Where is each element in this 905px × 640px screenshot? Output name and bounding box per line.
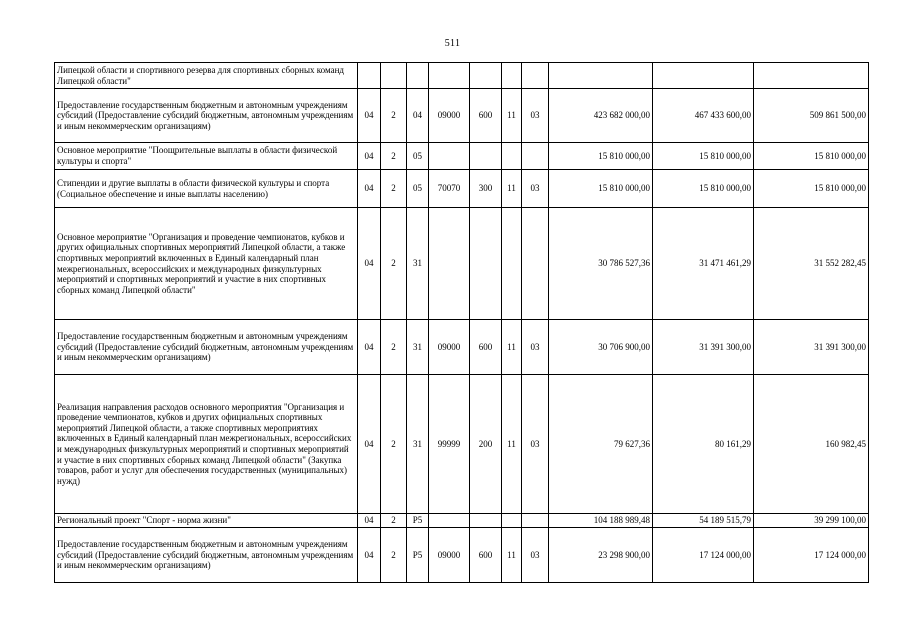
amount-year-1: 79 627,36: [549, 375, 653, 514]
code-event: 05: [407, 170, 429, 208]
amount-year-3: 509 861 500,00: [754, 89, 869, 143]
code-section: [502, 143, 522, 170]
amount-year-3: 15 810 000,00: [754, 170, 869, 208]
amount-year-2: 31 391 300,00: [653, 320, 754, 375]
code-subsection: [522, 143, 549, 170]
code-direction: 09000: [429, 320, 470, 375]
amount-year-3: [754, 63, 869, 89]
amount-year-3: 17 124 000,00: [754, 528, 869, 583]
code-direction: [429, 63, 470, 89]
amount-year-1: 30 706 900,00: [549, 320, 653, 375]
code-subprogram: 2: [381, 514, 407, 528]
amount-year-3: 160 982,45: [754, 375, 869, 514]
amount-year-1: 15 810 000,00: [549, 143, 653, 170]
code-event: 31: [407, 320, 429, 375]
amount-year-2: 15 810 000,00: [653, 170, 754, 208]
code-program: 04: [358, 143, 381, 170]
table-row: [55, 208, 869, 320]
code-event: 05: [407, 143, 429, 170]
code-expense-type: [470, 514, 502, 528]
code-expense-type: [470, 143, 502, 170]
amount-year-3: 15 810 000,00: [754, 143, 869, 170]
row-name: Липецкой области и спортивного резерва для спортивных сборных команд Липецкой области": [55, 63, 358, 89]
code-expense-type: 600: [470, 89, 502, 143]
row-name: Предоставление государственным бюджетным и автономным учреждениям субсидий (Предоставление субсидий бюджетным, автономным учреждениям и иным некоммерческим организациям): [55, 320, 358, 375]
code-direction: 99999: [429, 375, 470, 514]
code-subsection: 03: [522, 320, 549, 375]
table-row: [55, 143, 869, 170]
code-section: [502, 63, 522, 89]
code-subsection: 03: [522, 170, 549, 208]
code-subprogram: 2: [381, 89, 407, 143]
code-event: 31: [407, 208, 429, 320]
code-subsection: 03: [522, 375, 549, 514]
amount-year-1: [549, 63, 653, 89]
code-program: 04: [358, 208, 381, 320]
code-subsection: [522, 208, 549, 320]
code-direction: 09000: [429, 89, 470, 143]
code-section: 11: [502, 375, 522, 514]
code-program: 04: [358, 320, 381, 375]
code-event: 31: [407, 375, 429, 514]
table-row: [55, 63, 869, 89]
code-subprogram: 2: [381, 143, 407, 170]
amount-year-3: 31 391 300,00: [754, 320, 869, 375]
page-number: 511: [444, 38, 461, 49]
row-name: Региональный проект "Спорт - норма жизни": [55, 514, 358, 528]
code-direction: 70070: [429, 170, 470, 208]
budget-table: [54, 62, 869, 583]
amount-year-2: [653, 63, 754, 89]
amount-year-2: 17 124 000,00: [653, 528, 754, 583]
code-direction: [429, 143, 470, 170]
amount-year-1: 23 298 900,00: [549, 528, 653, 583]
row-name: Реализация направления расходов основного мероприятия "Организация и проведение чемпионатов, кубков и других официальных спортивных мероприятий Липецкой области, а также спортивных мероприятиях включенных в Единый календарный план межрегиональных, всероссийских и международных физкультурных мероприятий и спортивных мероприятий и участие в них спортивных сборных команд Липецкой области" (Закупка товаров, работ и услуг для обеспечения государственных (муниципальных) нужд): [55, 375, 358, 514]
code-section: 11: [502, 320, 522, 375]
code-expense-type: [470, 208, 502, 320]
table-row: [55, 89, 869, 143]
amount-year-2: 467 433 600,00: [653, 89, 754, 143]
row-name: Стипендии и другие выплаты в области физической культуры и спорта (Социальное обеспечение и иные выплаты населению): [55, 170, 358, 208]
code-subprogram: 2: [381, 528, 407, 583]
code-program: [358, 63, 381, 89]
code-program: 04: [358, 89, 381, 143]
row-name: Основное мероприятие "Поощрительные выплаты в области физической культуры и спорта": [55, 143, 358, 170]
code-subprogram: [381, 63, 407, 89]
code-direction: 09000: [429, 528, 470, 583]
table-row: [55, 375, 869, 514]
table-row: [55, 320, 869, 375]
code-subsection: [522, 514, 549, 528]
code-program: 04: [358, 514, 381, 528]
code-expense-type: 600: [470, 528, 502, 583]
code-section: [502, 514, 522, 528]
code-section: 11: [502, 528, 522, 583]
row-name: Основное мероприятие "Организация и проведение чемпионатов, кубков и других официальных спортивных мероприятий Липецкой области, а также спортивных мероприятий включенных в Единый календарный план межрегиональных, всероссийских и международных физкультурных мероприятий и спортивных мероприятий и участие в них спортивных сборных команд Липецкой области": [55, 208, 358, 320]
amount-year-1: 15 810 000,00: [549, 170, 653, 208]
amount-year-2: 31 471 461,29: [653, 208, 754, 320]
code-subsection: [522, 63, 549, 89]
code-subprogram: 2: [381, 170, 407, 208]
code-program: 04: [358, 375, 381, 514]
amount-year-3: 31 552 282,45: [754, 208, 869, 320]
amount-year-2: 15 810 000,00: [653, 143, 754, 170]
code-expense-type: [470, 63, 502, 89]
amount-year-1: 423 682 000,00: [549, 89, 653, 143]
code-section: 11: [502, 89, 522, 143]
code-section: [502, 208, 522, 320]
row-name: Предоставление государственным бюджетным и автономным учреждениям субсидий (Предоставление субсидий бюджетным, автономным учреждениям и иным некоммерческим организациям): [55, 89, 358, 143]
code-program: 04: [358, 170, 381, 208]
code-event: 04: [407, 89, 429, 143]
code-event: P5: [407, 528, 429, 583]
code-subsection: 03: [522, 528, 549, 583]
code-direction: [429, 208, 470, 320]
code-subprogram: 2: [381, 208, 407, 320]
amount-year-1: 104 188 989,48: [549, 514, 653, 528]
code-subprogram: 2: [381, 320, 407, 375]
code-event: [407, 63, 429, 89]
code-subsection: 03: [522, 89, 549, 143]
code-direction: [429, 514, 470, 528]
table-row: [55, 170, 869, 208]
code-expense-type: 600: [470, 320, 502, 375]
amount-year-2: 54 189 515,79: [653, 514, 754, 528]
code-section: 11: [502, 170, 522, 208]
code-expense-type: 300: [470, 170, 502, 208]
table-row: [55, 514, 869, 528]
amount-year-1: 30 786 527,36: [549, 208, 653, 320]
code-subprogram: 2: [381, 375, 407, 514]
code-program: 04: [358, 528, 381, 583]
code-expense-type: 200: [470, 375, 502, 514]
code-event: P5: [407, 514, 429, 528]
row-name: Предоставление государственным бюджетным и автономным учреждениям субсидий (Предоставление субсидий бюджетным, автономным учреждениям и иным некоммерческим организациям): [55, 528, 358, 583]
amount-year-3: 39 299 100,00: [754, 514, 869, 528]
amount-year-2: 80 161,29: [653, 375, 754, 514]
table-row: [55, 528, 869, 583]
